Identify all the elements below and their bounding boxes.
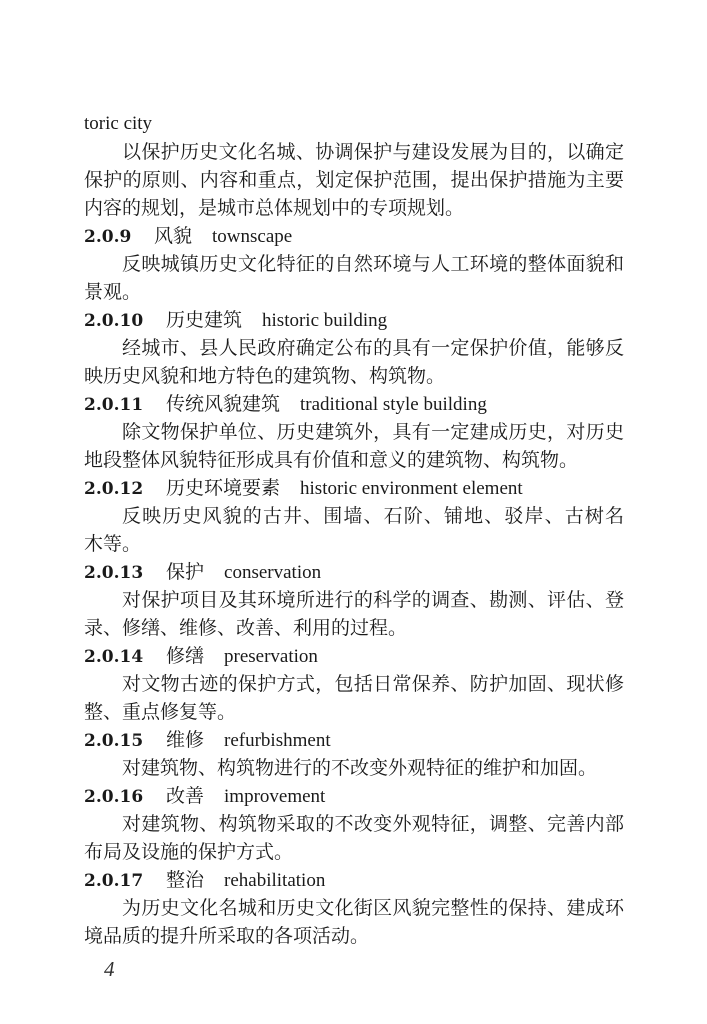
clause-number: 2.0.15 (84, 731, 144, 751)
definition-line-continued: 地段整体风貌特征形成具有价值和意义的建筑物、构筑物。 (84, 449, 579, 471)
clause-number: 2.0.9 (84, 227, 132, 247)
definition-line: 对建筑物、构筑物进行的不改变外观特征的维护和加固。 (122, 757, 598, 779)
term-english: historic building (262, 310, 388, 331)
definition-line: 经城市、县人民政府确定公布的具有一定保护价值，能够反 (122, 337, 624, 359)
term-english: conservation (224, 562, 322, 583)
term-chinese: 保护 (166, 561, 205, 583)
definition-line-continued: 保护的原则、内容和重点，划定保护范围，提出保护措施为主要 (84, 169, 624, 191)
term-english: townscape (212, 226, 293, 247)
term-chinese: 维修 (166, 729, 205, 751)
term-heading (84, 558, 624, 586)
term-chinese: 改善 (166, 785, 205, 807)
term-chinese: 历史环境要素 (166, 477, 281, 499)
term-heading (84, 642, 624, 670)
definition-line-continued: 布局及设施的保护方式。 (84, 841, 294, 863)
definition-line-continued: 木等。 (84, 533, 142, 555)
clause-number: 2.0.13 (84, 563, 144, 583)
definition-line: 反映历史风貌的古井、围墙、石阶、铺地、驳岸、古树名 (122, 505, 624, 527)
clause-number: 2.0.10 (84, 311, 144, 331)
term-chinese: 历史建筑 (166, 309, 243, 331)
clause-number: 2.0.17 (84, 871, 144, 891)
continued-term-text: toric city (84, 113, 153, 134)
term-heading (84, 866, 624, 894)
page-number: 4 (104, 957, 115, 981)
definition-line: 以保护历史文化名城、协调保护与建设发展为目的，以确定 (122, 141, 624, 163)
term-heading (84, 306, 624, 334)
term-heading (84, 390, 624, 418)
term-chinese: 传统风貌建筑 (166, 393, 281, 415)
term-heading (84, 222, 624, 250)
definition-line-continued: 映历史风貌和地方特色的建筑物、构筑物。 (84, 365, 446, 387)
term-english: preservation (224, 646, 318, 667)
clause-number: 2.0.12 (84, 479, 144, 499)
term-chinese: 整治 (166, 869, 205, 891)
definition-line-continued: 境品质的提升所采取的各项活动。 (84, 925, 370, 947)
definition-line-continued: 内容的规划，是城市总体规划中的专项规划。 (84, 197, 465, 219)
definition-line-continued: 景观。 (84, 281, 142, 303)
term-english: rehabilitation (224, 870, 326, 891)
clause-number: 2.0.11 (84, 395, 144, 415)
definition-line: 对文物古迹的保护方式，包括日常保养、防护加固、现状修 (122, 673, 624, 695)
definition-line: 除文物保护单位、历史建筑外，具有一定建成历史，对历史 (122, 421, 624, 443)
term-english: improvement (224, 786, 326, 807)
clause-number: 2.0.14 (84, 647, 144, 667)
definition-line: 反映城镇历史文化特征的自然环境与人工环境的整体面貌和 (122, 253, 624, 275)
term-chinese: 修缮 (166, 645, 205, 667)
definition-line: 对保护项目及其环境所进行的科学的调查、勘测、评估、登 (122, 589, 624, 611)
definition-line-continued: 录、修缮、维修、改善、利用的过程。 (84, 617, 408, 639)
term-heading (84, 782, 624, 810)
definition-line: 对建筑物、构筑物采取的不改变外观特征，调整、完善内部 (122, 813, 624, 835)
term-english: traditional style building (300, 394, 487, 415)
term-heading (84, 474, 624, 502)
definition-line: 为历史文化名城和历史文化街区风貌完整性的保持、建成环 (122, 897, 624, 919)
term-heading (84, 726, 624, 754)
term-english: historic environment element (300, 478, 523, 499)
clause-number: 2.0.16 (84, 787, 144, 807)
definition-line-continued: 整、重点修复等。 (84, 701, 237, 723)
term-english: refurbishment (224, 730, 331, 751)
term-chinese: 风貌 (154, 225, 193, 247)
